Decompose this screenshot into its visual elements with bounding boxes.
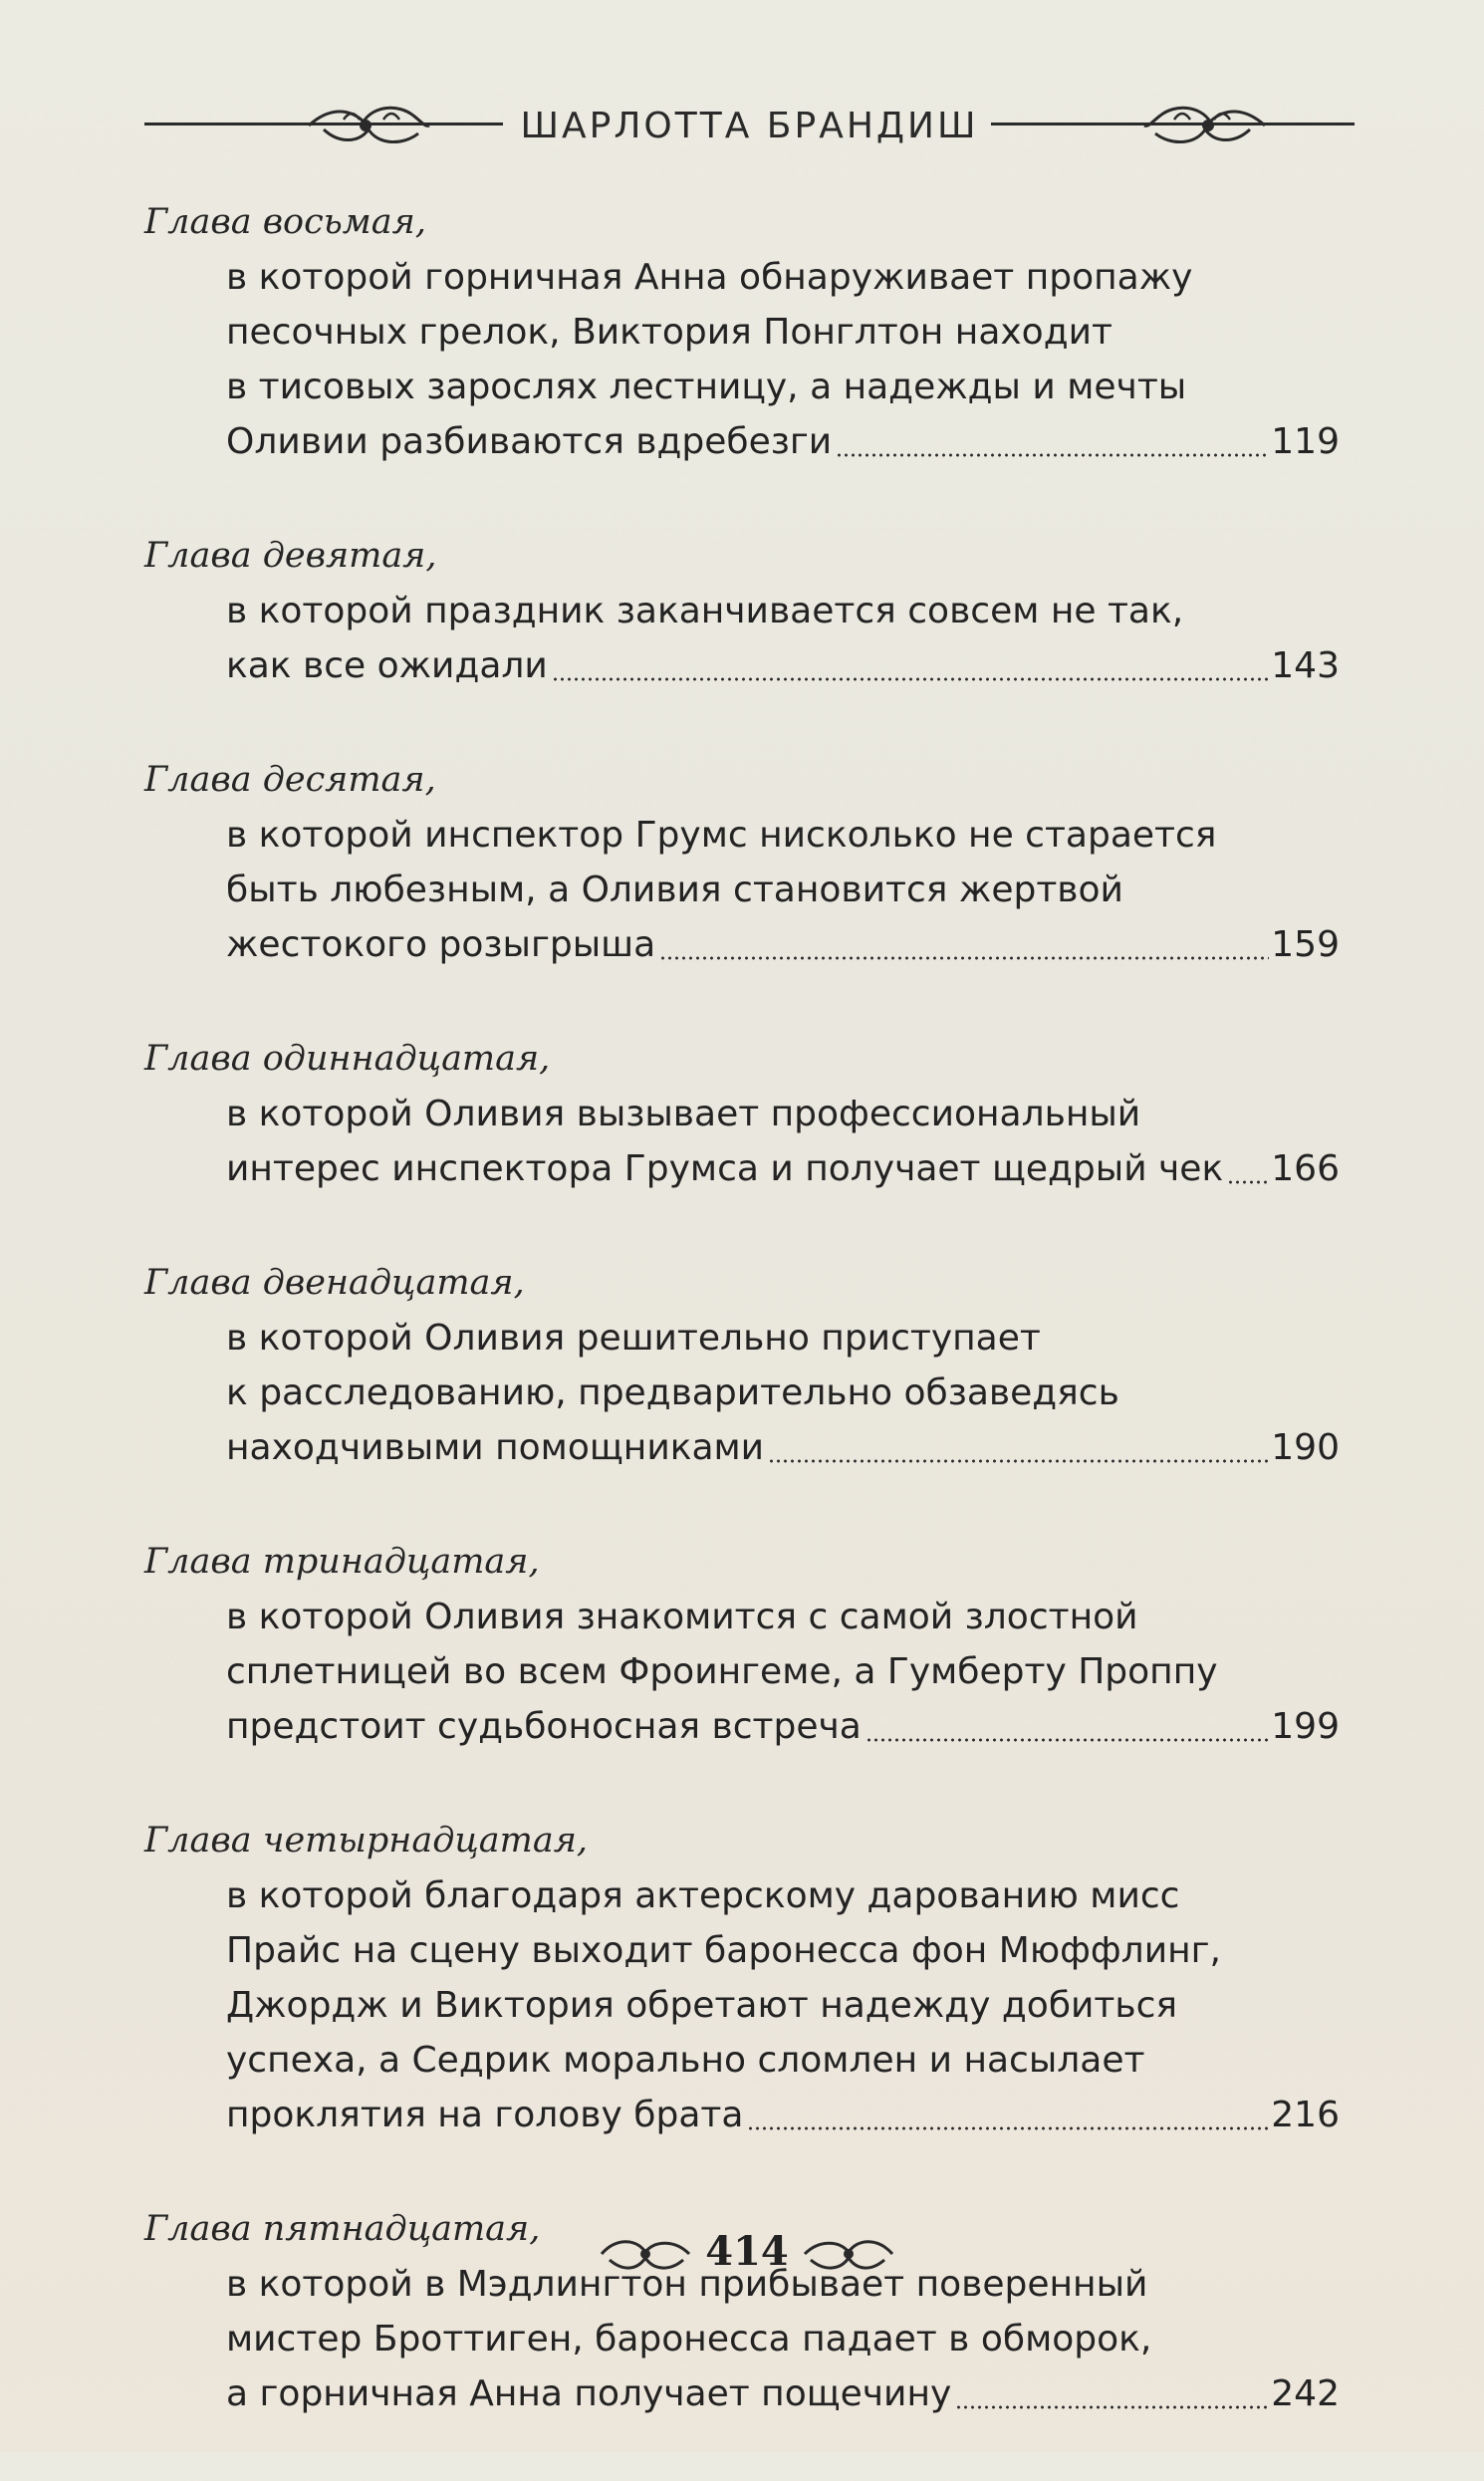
toc-entry: [144, 195, 1340, 469]
chapter-description-line: в которой в Мэдлингтон прибывает поверенный: [226, 2264, 1148, 2305]
chapter-final-line: [144, 917, 1340, 972]
header-rule-right: [991, 123, 1355, 125]
chapter-title: Глава пятнадцатая,: [144, 2209, 541, 2249]
dot-leader: [1227, 1178, 1269, 1186]
running-title: ШАРЛОТТА БРАНДИШ: [520, 106, 979, 146]
dot-leader: [768, 1457, 1269, 1465]
chapter-title: Глава двенадцатая,: [144, 1263, 525, 1303]
chapter-description-line: интерес инспектора Грумса и получает щедрый чек: [226, 1148, 1224, 1189]
chapter-description-line: в которой праздник заканчивается совсем не так,: [226, 591, 1184, 631]
chapter-description-line: быть любезным, а Оливия становится жертвой: [226, 869, 1123, 910]
running-header: [144, 96, 1355, 155]
page-number: 166: [1271, 1148, 1340, 1189]
chapter-description-line: жестокого розыгрыша: [226, 924, 656, 965]
dot-leader: [659, 954, 1269, 962]
chapter-description-line: к расследованию, предварительно обзаведясь: [226, 1372, 1119, 1413]
page-number: 159: [1271, 924, 1340, 965]
page-number: 190: [1271, 1427, 1340, 1468]
chapter-title: Глава десятая,: [144, 760, 436, 800]
page-number: 143: [1271, 645, 1340, 686]
chapter-description-line: Джордж и Виктория обретают надежду добиться: [226, 1985, 1178, 2026]
toc-entry: [144, 1814, 1340, 2142]
page-folio: 414: [705, 2228, 789, 2275]
page-number: 199: [1271, 1706, 1340, 1747]
chapter-title: Глава девятая,: [144, 536, 437, 576]
chapter-description-line: предстоит судьбоносная встреча: [226, 1706, 862, 1747]
chapter-description-line: Прайс на сцену выходит баронесса фон Мюффлинг,: [226, 1930, 1221, 1971]
chapter-description-line: в которой Оливия знакомится с самой злостной: [226, 1597, 1138, 1637]
chapter-description-line: как все ожидали: [226, 645, 548, 686]
chapter-title: Глава четырнадцатая,: [144, 1821, 589, 1861]
chapter-description-line: в которой горничная Анна обнаруживает пропажу: [226, 257, 1193, 298]
table-of-contents: [144, 195, 1340, 2481]
page-number: 216: [1271, 2095, 1340, 2135]
floral-ornament-icon: [598, 2230, 692, 2276]
chapter-title: Глава одиннадцатая,: [144, 1039, 551, 1079]
chapter-description-line: песочных грелок, Виктория Понглтон находит: [226, 312, 1113, 353]
floral-ornament-icon: [1140, 98, 1270, 153]
chapter-title: Глава тринадцатая,: [144, 1542, 540, 1582]
page-footer: [598, 2228, 896, 2288]
chapter-description-line: в которой инспектор Грумс нисколько не старается: [226, 815, 1217, 856]
chapter-description-line: а горничная Анна получает пощечину: [226, 2373, 952, 2414]
chapter-description-line: успеха, а Седрик морально сломлен и насылает: [226, 2040, 1145, 2081]
toc-entry: [144, 1535, 1340, 1754]
chapter-title: Глава восьмая,: [144, 202, 426, 242]
dot-leader: [866, 1736, 1269, 1744]
chapter-final-line: [144, 1141, 1340, 1196]
floral-ornament-icon: [802, 2230, 896, 2276]
chapter-description-line: сплетницей во всем Фроингеме, а Гумберту Проппу: [226, 1651, 1218, 1692]
chapter-final-line: [144, 638, 1340, 693]
chapter-final-line: [144, 1699, 1340, 1754]
chapter-final-line: [144, 2366, 1340, 2421]
dot-leader: [955, 2403, 1269, 2411]
page-number: 119: [1271, 421, 1340, 462]
floral-ornament-icon: [304, 98, 433, 153]
chapter-description-line: Оливии разбиваются вдребезги: [226, 421, 833, 462]
page-number: 242: [1271, 2373, 1340, 2414]
chapter-description-line: в тисовых зарослях лестницу, а надежды и мечты: [226, 367, 1187, 407]
toc-entry: [144, 529, 1340, 693]
toc-entry: [144, 1032, 1340, 1196]
chapter-final-line: [144, 414, 1340, 469]
chapter-final-line: [144, 1420, 1340, 1475]
chapter-final-line: [144, 2088, 1340, 2142]
chapter-description-line: в которой Оливия решительно приступает: [226, 1318, 1041, 1359]
chapter-description-line: мистер Броттиген, баронесса падает в обморок,: [226, 2319, 1152, 2359]
toc-entry: [144, 1256, 1340, 1475]
toc-entry: [144, 753, 1340, 972]
chapter-description-line: находчивыми помощниками: [226, 1427, 765, 1468]
dot-leader: [552, 675, 1269, 683]
chapter-description-line: проклятия на голову брата: [226, 2095, 744, 2135]
dot-leader: [836, 451, 1269, 459]
chapter-description-line: в которой Оливия вызывает профессиональный: [226, 1094, 1141, 1134]
chapter-description-line: в которой благодаря актерскому дарованию мисс: [226, 1875, 1180, 1916]
dot-leader: [747, 2124, 1269, 2132]
